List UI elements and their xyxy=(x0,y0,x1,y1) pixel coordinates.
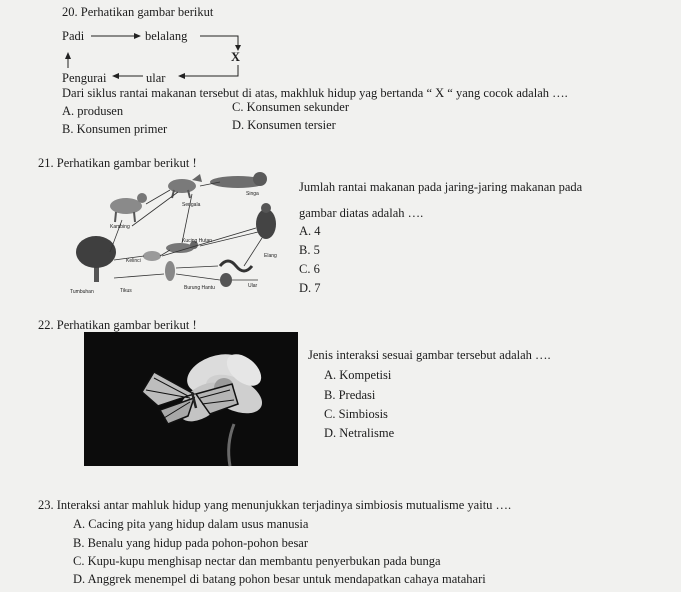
q21-option-c[interactable]: C. 6 xyxy=(299,262,320,276)
q23-option-c[interactable]: C. Kupu-kupu menghisap nectar dan membantu penyerbukan pada bunga xyxy=(73,554,441,568)
q23-option-d[interactable]: D. Anggrek menempel di batang pohon besar untuk mendapatkan cahaya matahari xyxy=(73,572,486,586)
rabbit-icon xyxy=(143,251,161,261)
q21-title: 21. Perhatikan gambar berikut ! xyxy=(38,156,197,170)
mouse-icon xyxy=(165,261,175,281)
q23-question: 23. Interaksi antar mahluk hidup yang menunjukkan terjadinya simbiosis mutualisme yaitu …. xyxy=(38,498,512,512)
q20-option-d[interactable]: D. Konsumen tersier xyxy=(232,118,336,132)
q22-option-d[interactable]: D. Netralisme xyxy=(324,426,395,440)
wolf-icon xyxy=(168,174,202,198)
butterfly-flower-photo xyxy=(84,332,298,466)
web-label-burung-hantu: Burung Hantu xyxy=(184,285,215,291)
web-label-kelinci: Kelinci xyxy=(126,258,141,264)
web-label-tumbuhan: Tumbuhan xyxy=(70,289,94,295)
food-web-illustration xyxy=(70,168,310,298)
chain-padi: Padi xyxy=(62,29,85,43)
q21-option-d[interactable]: D. 7 xyxy=(299,281,321,295)
q23-option-b[interactable]: B. Benalu yang hidup pada pohon-pohon besar xyxy=(73,536,309,550)
q20-question: Dari siklus rantai makanan tersebut di atas, makhluk hidup yag bertanda “ X “ yang cocok adalah …. xyxy=(62,86,568,100)
q20-title: 20. Perhatikan gambar berikut xyxy=(62,5,214,19)
chain-x: X xyxy=(231,50,241,64)
web-label-ular: Ular xyxy=(248,283,258,289)
q20-option-a[interactable]: A. produsen xyxy=(62,104,124,118)
chain-ular: ular xyxy=(146,71,166,85)
web-label-elang: Elang xyxy=(264,253,277,259)
q20-option-c[interactable]: C. Konsumen sekunder xyxy=(232,100,349,114)
q22-question: Jenis interaksi sesuai gambar tersebut adalah …. xyxy=(308,348,551,362)
tree-icon xyxy=(76,236,116,282)
q21-option-b[interactable]: B. 5 xyxy=(299,243,320,257)
chain-pengurai: Pengurai xyxy=(62,71,107,85)
q23-option-a[interactable]: A. Cacing pita yang hidup dalam usus manusia xyxy=(73,517,309,531)
chain-belalang: belalang xyxy=(145,29,188,43)
eagle-icon xyxy=(256,203,276,239)
owl-icon xyxy=(220,273,232,287)
web-label-kambing: Kambing xyxy=(110,224,130,230)
q22-option-b[interactable]: B. Predasi xyxy=(324,388,376,402)
food-chain-arrows xyxy=(0,0,681,100)
web-label-serigala: Serigala xyxy=(182,202,201,208)
q22-option-c[interactable]: C. Simbiosis xyxy=(324,407,388,421)
web-label-kucing-hutan: Kucing Hutan xyxy=(182,238,213,244)
snake-icon xyxy=(220,261,252,271)
q21-question-line1: Jumlah rantai makanan pada jaring-jaring makanan pada xyxy=(299,180,583,194)
goat-icon xyxy=(110,193,147,222)
q22-option-a[interactable]: A. Kompetisi xyxy=(324,368,392,382)
q21-question-line2: gambar diatas adalah …. xyxy=(299,206,424,220)
web-label-tikus: Tikus xyxy=(120,288,132,294)
q22-title: 22. Perhatikan gambar berikut ! xyxy=(38,318,197,332)
q21-option-a[interactable]: A. 4 xyxy=(299,224,321,238)
lion-icon xyxy=(210,172,267,188)
web-label-singa: Singa xyxy=(246,191,259,197)
q20-option-b[interactable]: B. Konsumen primer xyxy=(62,122,168,136)
